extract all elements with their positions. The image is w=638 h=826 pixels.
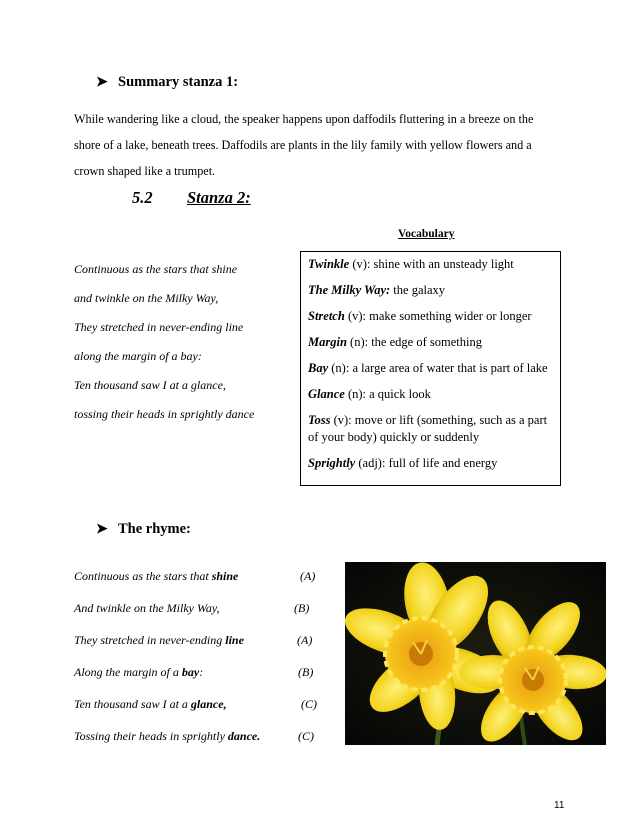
rhyme-letter: (B) — [298, 665, 314, 679]
poem-line: Ten thousand saw I at a glance, — [74, 378, 226, 392]
summary-heading — [96, 74, 238, 91]
rhyme-line: Along the margin of a bay: — [74, 665, 204, 679]
poem-line: They stretched in never-ending line — [74, 320, 244, 334]
rhyme-heading — [96, 521, 191, 538]
vocab-entry: The Milky Way: the galaxy — [308, 283, 446, 297]
rhyme-line: Continuous as the stars that shine — [74, 569, 239, 583]
poem-stanza — [74, 262, 254, 436]
summary-line: shore of a lake, beneath trees. Daffodils are plants in the lily family with yellow flowers and a — [74, 138, 532, 152]
rhyme-line: Tossing their heads in sprightly dance. — [74, 729, 261, 743]
rhyme-letter: (C) — [301, 697, 317, 711]
poem-line: and twinkle on the Milky Way, — [74, 291, 219, 305]
poem-line: along the margin of a bay: — [74, 349, 202, 363]
vocabulary-box — [300, 251, 561, 486]
rhyme-letter: (C) — [298, 729, 314, 743]
rhyme-letter: (A) — [297, 633, 313, 647]
vocabulary-title: Vocabulary — [398, 228, 455, 240]
vocab-entry: Twinkle (v): shine with an unsteady light — [308, 257, 514, 271]
vocab-entry: Sprightly (adj): full of life and energy — [308, 456, 498, 470]
vocab-entry: Glance (n): a quick look — [308, 387, 431, 401]
section-title: Stanza 2: — [187, 188, 251, 207]
vocab-entry: Toss (v): move or lift (something, such as a part of your body) quickly or suddenly — [308, 413, 548, 444]
summary-paragraph — [74, 106, 574, 184]
summary-line: While wandering like a cloud, the speaker happens upon daffodils fluttering in a breeze on the — [74, 112, 534, 126]
daffodil-photo — [345, 562, 606, 745]
poem-line: tossing their heads in sprightly dance — [74, 407, 255, 421]
vocab-entry: Bay (n): a large area of water that is part of lake — [308, 361, 548, 375]
summary-line: crown shaped like a trumpet. — [74, 164, 216, 178]
daffodil-illustration — [345, 562, 606, 745]
summary-heading-text: Summary stanza 1: — [118, 74, 239, 90]
rhyme-line: Ten thousand saw I at a glance, — [74, 697, 227, 711]
arrow-bullet-icon: ➤ — [96, 522, 108, 537]
page-number: 11 — [554, 800, 565, 811]
rhyme-line: They stretched in never-ending line — [74, 633, 244, 647]
section-number: 5.2 — [132, 188, 153, 207]
rhyme-letter: (A) — [300, 569, 316, 583]
arrow-bullet-icon: ➤ — [96, 75, 108, 90]
vocab-entry: Margin (n): the edge of something — [308, 335, 482, 349]
rhyme-letter: (B) — [294, 601, 310, 615]
poem-line: Continuous as the stars that shine — [74, 262, 238, 276]
rhyme-heading-text: The rhyme: — [118, 521, 191, 537]
vocab-entry: Stretch (v): make something wider or longer — [308, 309, 532, 323]
rhyme-line: And twinkle on the Milky Way, — [74, 601, 220, 615]
